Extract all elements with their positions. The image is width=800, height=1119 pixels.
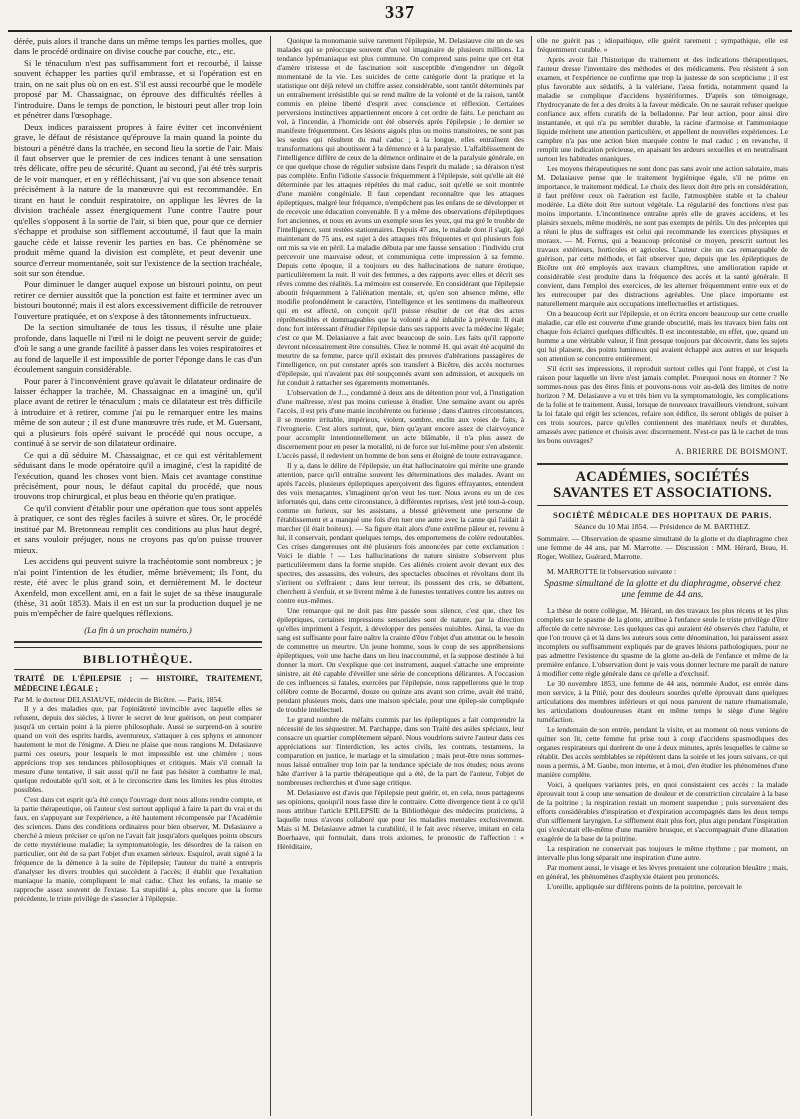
paragraph: Les accidens qui peuvent suivre la trachéotomie sont nombreux ; je n'ai point l'intention de les étudier, même brièvement; ils l'ont, du reste, été avec le plus grand soin, et dernièrement M. le docteur Axenfeld, mon excellent ami, en a fait le sujet de sa thèse inaugurale (thèse, 31 août 1853). Mais il en est un sur la production duquel je ne puis m'empêcher de faire quelques réflexions. xyxy=(14,556,262,619)
paragraph: L'oreille, appliquée sur différens points de la poitrine, percevait le xyxy=(547,882,742,892)
section-divider xyxy=(14,641,262,643)
section-divider-thin xyxy=(14,669,262,670)
paragraph: Le 30 novembre 1853, une femme de 44 ans, nommée Audot, est entrée dans mon service, à la Pitié, pour des douleurs sourdes qu'elle éprouvait dans quelques articulations des membres inférieurs et qui nous parurent de nature rhumatismale, les articulations douloureuses étant en même temps le siège d'une légère tuméfaction. xyxy=(537,679,788,725)
book-author: Par M. le docteur DELASIAUVE, médecin de Bicêtre. — Paris, 1854. xyxy=(14,694,223,704)
case-title: Spasme simultané de la glotte et du diaphragme, observé chez une femme de 44 ans. xyxy=(544,579,781,601)
continued-note: (La fin à un prochain numéro.) xyxy=(84,624,192,635)
paragraph: On a beaucoup écrit sur l'épilepsie, et on écrira encore beaucoup sur cette cruelle maladie, car elle est couverte d'une grande obscurité, mais les travaux bien faits ont chaque fois éclairci quelques difficultés. Il est incontestable, en effet, que, quand un homme a une véritable valeur, il finit presque toujours par découvrir, dans les sujets qui lui plaisent, des points lumineux qui avaient échappé aux autres et sur lesquels son attention se concentre entièrement. xyxy=(537,309,788,363)
paragraph: Les moyens thérapeutiques ne sont donc pas sans avoir une action salutaire, mais M. Delasiauve pense que le traitement hygiénique égale, s'il ne prime en importance, le traitement médical. Le choix des lieux doit être pris en considération, il faut préférer ceux où l'aération est facile, l'atmosphère stable et la chaleur modérée. La diète doit être surtout végétale. La régularité des fonctions n'est pas moins importante. L'incontinence entraîne après elle de graves accidens, et les plaisirs sexuels, même modérés, ne sont pas exempts de périls. Un des préceptes qui a réuni le plus de suffrages est celui qui recommande les exercices physiques et moraux. — M. Ferrus, qui a beaucoup préconisé ce moyen, prescrit surtout les travaux extérieurs, horticoles et agricoles. L'auteur cite un cas remarquable de guérison, par cette méthode, et fait observer que, depuis que les épileptiques de Bicêtre ont été employés aux travaux champêtres, une amélioration rapide et considérable s'est produite dans la fréquence des accès et la santé générale. Il convient, dans l'emploi des exercices, de les alterner fréquemment entre eux et de les entrecouper par des distractions agréables. Une place importante est naturellement marquée aux occupations intellectuelles et artistiques. xyxy=(537,164,788,308)
author-signature: A. BRIERRE DE BOISMONT. xyxy=(675,447,788,456)
section-divider-thin xyxy=(537,505,788,506)
paragraph: De la section simultanée de tous les tissus, il résulte une plaie profonde, dans laquelle ni l'œil ni le doigt ne peuvent servir de guide; d'où le sang a une grande facilité à passer dans les voies respiratoires et au fond de laquelle il est impossible de porter l'éponge dans le cas d'un écoulement sanguin considérable. xyxy=(14,322,262,375)
paragraph: Si le ténaculum n'est pas suffisamment fort et recourbé, il laisse souvent échapper les parties qu'il embrasse, et si l'opération est en train, on ne sait plus où on en est. S'il est aussi recourbé que le modèle proposé par M. Chassaignac, on éprouve des difficultés réelles à l'introduire. Dans le temps de ponction, le bistouri peut aller trop loin et pénétrer dans l'œsophage. xyxy=(14,57,262,121)
section-divider-thin xyxy=(14,647,262,648)
paragraph: La thèse de notre collègue, M. Hérard, un des travaux les plus récens et les plus complets sur le spasme de la glotte, attribue à l'enfance seule le triste privilège d'être affectée de cette névrose. Les quelques cas qui auraient été observés chez l'adulte, et que l'on trouve çà et là dans les auteurs sous cette dénomination, lui paraissent assez incomplets ou suffisamment expliqués par de graves lésions pathologiques, pour ne pas admettre l'existence du spasme de la glotte au-delà de l'enfance et même de la première enfance. L'observation dont je vais vous donner lecture me paraît de nature à modifier cette règle générale dans ce qu'elle a d'exclusif. xyxy=(537,606,788,679)
paragraph: Une remarque qui ne doit pas être passée sous silence, c'est que, chez les épileptiques, certaines impressions sensoriales sont de nature, par la direction qu'elles impriment à l'esprit, à développer des pensées nuisibles. Ainsi, la vue du sang est suffisante pour faire naître la crainte d'être l'objet d'un attentat ou le besoin de commettre un meurtre. Un jeune homme, sous le coup de ses appréhensions épileptiques, voit une hache dans un lieu inaccoutumé, et la suppose destinée à lui donner la mort. On s'explique que cet instrument, auquel s'attache une empreinte sinistre, ait été capable d'éveiller une série de conceptions délirantes. A l'occasion de ces influences si fatales, exercées par l'épilepsie, nous rappellerons que le trop célèbre comte de Bocarmé, douze ou quinze ans avant son crime, avait été traité, pendant plusieurs mois, dans une maison spéciale, pour une épilep-sie compliquée de trouble intellectuel. xyxy=(277,606,524,714)
top-rule xyxy=(8,30,792,32)
paragraph: La respiration ne conservait pas toujours le même rhythme ; par moment, un intervalle plus long séparait une inspiration d'une autre. xyxy=(537,844,788,863)
paragraph: Le lendemain de son entrée, pendant la visite, et au moment où nous venions de quitter son lit, cette femme fut prise tout à coup d'accidens spasmodiques des organes respirateurs qui durèrent de une à deux minutes, après lesquelles le calme se rétablit. Des accès semblables se répétèrent dans la soirée et les jours suivans, ce qui nous a permis, à M. Gaube, mon interne, et à moi, d'en étudier les phénomènes d'une manière complète. xyxy=(537,725,788,780)
paragraph: Par moment aussi, le visage et les lèvres prenaient une coloration bleuâtre ; mais, en général, les phénomènes d'asphyxie étaient peu prononcés. xyxy=(537,863,788,882)
paragraph: C'est dans cet esprit qu'a été conçu l'ouvrage dont nous allons rendre compte, et la partie thérapeutique, où l'auteur s'est surtout appliqué à faire la part du vrai et du faux, en s'appuyant sur l'expérience, a été hautement récompensée par l'Académie des sciences. Dans des conditions ordinaires pour bien observer, M. Delasiauve a cherché à mieux préciser ce qu'on ne l'avait fait jusqu'alors quelques points obscurs de cette mystérieuse maladie; la symptomatologie, les désordres de la raison en particulier, ont été de sa part l'objet d'un examen sérieux. Esquirol, avait signé à la fréquence de la démence à la suite de l'épilepsie; l'auteur du traité a entrepris d'analyser les divers troubles qui succèdent à l'accès; il établit que l'exaltation maniaque la manie, compliquent le mal caduc. Chez les enfans, la manie se rapproche assez souvent de l'extase. La stupidité a, plus encore que la forme précédente, le triste privilège de s'associer à l'épilepsie. xyxy=(14,794,262,903)
paragraph: Deux indices paraissent propres à faire éviter cet inconvénient grave, le défaut de résistance qu'éprouve la main quand la pointe du bistouri a pénétré dans la trachée, en second lieu la sortie de l'air. Mais il faut observer que le premier de ces indices tenant à une sensation très délicate, offre peu de sécurité. Quant au second, j'ai été très surpris de le voir manquer, et en y réfléchissant, j'ai vu que son absence tenait précisément à la nature de la manœuvre qui est recommandée. En tirant en haut le conduit respiratoire, on applique les lèvres de la division trachéale assez énergiquement l'une contre l'autre pour qu'elles s'opposent à la sortie de l'air, si bien que, pour que ce dernier s'échappe et produise son sifflement accoutumé, il faut que la main gauche cède et laisse revenir les parties en bas. Ce phénomène se produit même quand la division est complète, et peut devenir une source d'erreur momentanée, soit sur l'existence de la section trachéale, soit sur son étendue. xyxy=(14,121,262,278)
column-1 xyxy=(14,36,262,1116)
paragraph: Ce qu'il convient d'établir pour une opération que tous sont appelés à pratiquer, ce sont des règles faciles à suivre et sûres. Or, le procédé institué par M. Bretonneau remplit ces conditions au plus haut degré, et sans vouloir préjuger, nous ne croyons pas qu'on puisse trouver mieux. xyxy=(14,502,262,555)
paragraph: Le grand nombre de méfaits commis par les épileptiques a fait comprendre la nécessité de les séquestrer. M. Parchappe, dans son Traité des asiles spéciaux, leur consacre un quartier complètement séparé. Nous voudrions suivre l'auteur dans ces appréciations sur l'interdiction, les actes civils, les contrats, testamens, la comparution en justice, le mariage et la simulation ; mais peut-être nous sommes-nous laissé entraîner trop loin par la tendance spéciale de nos études; nous avons hâte d'arriver à la partie thérapeutique qui a été, de la part de l'auteur, l'objet de nombreuses recherches et d'une sage critique. xyxy=(277,715,524,787)
paragraph: Pour parer à l'inconvénient grave qu'avait le dilatateur ordinaire de laisser échapper la trachée, M. Chassaignac en a imaginé un, qu'il place avant de retirer le ténaculum ; mais ce dilatateur est très difficile à introduire et à retirer, comme j'ai pu le remarquer entre les mains même de son auteur ; il est d'une manœuvre très rude, et M. Guersant, qui a plusieurs fois opéré suivant le procédé qui nous occupe, a continué à se servir de son dilatateur ordinaire. xyxy=(14,375,262,449)
column-rule-2 xyxy=(531,36,532,1116)
paragraph: L'observation de J..., condamné à deux ans de détention pour vol, à l'instigation d'une maîtresse, n'est pas moins curieuse à étudier. Une semaine avant ou après l'accès, il est pris d'une manie incohérente ou furieuse ; dans d'autres circonstances, il se montre irritable, impérieux, violent, sombre, enclin aux voies de faits, à l'ivrognerie. C'est alors surtout, que, bien qu'ayant encore assez de clairvoyance pour accomplir intentionnellement un acte blâmable, il n'a plus assez de discernement pour en peser la moralité, ni de force sur lui-même pour s'en abstenir. L'accès passé, il redevient un homme de bon sens et éloigné de toute extravagance. xyxy=(277,388,524,460)
reader-line: M. MARROTTE lit l'observation suivante : xyxy=(547,567,677,577)
page-number: 337 xyxy=(385,2,415,22)
section-divider xyxy=(537,463,788,465)
paragraph: Il y a des maladies que, par l'opiniâtreté invincible avec laquelle elles se refusent, depuis des siècles, à livrer le secret de leur guérison, on peut comparer jusqu'à un certain point à la pierre philosophale. Aussi se surprend-on à sourire quand on voit des esprits hardis, aventureux, s'attaquer à ces sphynx et annoncer hautement le mot de l'énigme. A Dieu ne plaise que nous rangions M. Delasiauve parmi ces oseurs, pour lesquels le mot impossible est une chimère ; nous apprécions trop ses tendances philosophiques et critiques. Mais s'il connaît la mesure d'une tentative, il sait aussi qu'il ne faut pas hésiter à combattre le mal, quelque redoutable qu'il soit, et à le circonscrire dans les limites les plus étroites possibles. xyxy=(14,703,262,794)
meeting-line: Séance du 10 Mai 1854. — Présidence de M. BARTHEZ. xyxy=(574,521,751,531)
paragraph: Voici, à quelques variantes près, en quoi consistaient ces accès : la malade éprouvait tout à coup une sensation de douleur et de constriction circulaire à la base de la poitrine ; la respiration restait un moment suspendue ; puis survenaient des efforts considérables d'inspiration et d'expiration accompagnés dans les deux temps d'un sifflement laryngien. Le sifflement était plus fort, plus aigu pendant l'inspiration qui s'exécutait elle-même d'une manière brusque, et s'accompagnait d'une dilatation exagérée de la base de la poitrine. xyxy=(537,780,788,844)
paragraph: dérée, puis alors il tranche dans un même temps les parties molles, que dans le procédé ordinaire on divise couche par couche, etc., etc. xyxy=(14,36,262,57)
book-title: TRAITÉ DE L'ÉPILEPSIE ; — HISTOIRE, TRAITEMENT, MÉDECINE LÉGALE ; xyxy=(14,673,262,694)
column-2 xyxy=(277,36,524,1116)
paragraph: Ce qui a dû séduire M. Chassaignac, et ce qui est véritablement séduisant dans le mode opératoire qu'il a imaginé, c'est la rapidité de l'exécution, quand les choses vont bien. Mais cet avantage constitue précisément, pour nous, le défaut capital du procédé, que nous trouvons trop chirurgical, et plus beau en théorie qu'en pratique. xyxy=(14,449,262,502)
column-rule-1 xyxy=(270,36,271,1116)
sommaire: Sommaire. — Observation de spasme simultané de la glotte et du diaphragme chez une femme de 44 ans, par M. Marrotte. — Discussion : MM. Hérard, Beau, H. Roger, Wolliez, Guérard, Marrotte. xyxy=(537,534,788,562)
paragraph: S'il écrit ses impressions, il reproduit surtout celles qui l'ont frappé, et c'est la raison pour laquelle un livre n'est jamais complet. Pourquoi nous en étonner ? Ne sommes-nous pas des êtres finis et pouvons-nous voir au-delà des limites de notre horizon ? M. Delasiauve a vu et très bien vu la symptomatologie, les complications de la folie et le traitement. Aussi, lorsque de nouveaux travailleurs viendront, suivant la loi fatale qui régit les sciences, refaire son édifice, ils seront obligés de puiser à ces trois sources, parce qu'elles contiennent des matériaux neufs et durables, amassés avec patience et choisis avec discernement. N'est-ce pas là le cachet de tous les bons ouvrages? xyxy=(537,364,788,445)
paragraph: Après avoir fait l'historique du traitement et des indications thérapeutiques, l'auteur dresse l'inventaire des méthodes et des médicamens. Peu résistent à son examen, et l'expérience ne confirme que trop la justesse de son scepticisme ; il est plus favorable aux sédatifs, à la valériane, l'assa fœtida, notamment quand la maladie se complique d'accidens hystériformes. D'après son témoignage, l'hydrocyanate de fer a des droits à la faveur médicale. On ne saurait refuser quelque confiance aux effets curatifs de la belladonne. Par leur action, pour ainsi dire instantanée, et qui n'a pu sembler durable, la racine d'armoise et l'ammoniaque liquide méritent une attention particulière, et appellent de nouvelles expériences. Le camphre n'a pas une action bien marquée contre le mal caduc ; en revanche, il remplit une indication précieuse, en apaisant les ardeurs sexuelles et en neutralisant surtout les habitudes onaniques. xyxy=(537,55,788,163)
column-3 xyxy=(537,36,788,1116)
society-heading: SOCIÉTÉ MÉDICALE DES HOPITAUX DE PARIS. xyxy=(552,510,773,521)
paragraph: Quoique la monomanie suive rarement l'épilepsie, M. Delasiauve cite un de ses malades qui se préoccupe souvent d'un vol imaginaire de plusieurs millions. La tendance lypémaniaque est plus commune. On comprend sans peine que cet état d'amère tristesse et de fascination soit susceptible d'engendrer un dégoût momentané de la vie. Les suicides de cette catégorie dont la pratique et la statistique ont déjà relevé un chiffre assez considérable, sont tantôt déterminés par un entraînement irrésistible qui se rend maître de la volonté et de la raison, tantôt commis en pleine liberté d'esprit avec conscience et réflexion. Certaines perversions instinctives appartiennent encore à cet ordre de faits. Le penchant au vol, à l'incendie, à l'homicide ont été observés après l'épilepsie ; le dernier se manifeste fréquemment. Ces lésions aiguës plus ou moins transitoires, ne sont pas les seules qui résultent du mal caduc ; à la longue, elles entraînent des transformations qui aboutissent à la démence et à la paralysie. L'affaiblissement de l'intelligence diffère de ceux de la démence ordinaire et de la paralysie générale, en ce que quelque chose de régulier subsiste dans l'esprit du malade ; sa déraison n'est pas complète. Enfin l'idiotie s'associe fréquemment à l'épilepsie, soit qu'elle ait été déterminée par les attaques répétées du mal caduc, soit qu'elle se soit montrée d'une manière congéniale. Il faut cependant reconnaître que les attaques épileptiques, malgré leur fréquence, n'empêchent pas les enfans de se développer et de recevoir une éducation convenable. Il y a même des observations d'épileptiques fort anciennes, et nous en avons un exemple sous les yeux, qui ma gré le trouble de l'intelligence, sont restées stationnaires. Depuis 47 ans, le malade dont il s'agit, âgé maintenant de 75 ans, est sujet à des attaques très fréquentes et qui plusieurs fois ont mis sa vie en péril. La maladie débuta par une fausse sensation : l'individu crut percevoir une mauvaise odeur, et communiqua cette impression à sa femme. Depuis cette époque, il a toujours eu des hallucinations de nature érotique, particulièrement la nuit. Il voit des femmes, a des rapports avec elles et décrit ses rêves comme des réalités. La mémoire est conservée. En considérant que l'épilepsie aboutit fréquemment à l'aliénation mentale, et, qu'en son absence même, elle modifie profondément le caractère, l'intelligence et les sentimens du malheureux qui en est affecté, on conçoit qu'il puisse résulter de cet état des actes répréhensibles et dommageables que la volonté a été inhabile à prévenir. Il était donc fort intéressant d'étudier l'épilepsie dans ses rapports avec la médecine légale; c'est ce que M. Delasiauve a fait avec beaucoup de soin. Les faits qu'il rapporte devront nécessairement être consultés. Chez le nommé H. qui avait été acquitté du meurtre de sa femme, parce qu'il existait des preuves d'altérations passagères de l'intelligence, on put constater après son transfert à Bicêtre, des accès nocturnes d'épilepsie, qui n'avaient pas été soupçonnés avant son admission, et auxquels on fut conduit à rattacher ses égarements momentanés. xyxy=(277,36,524,387)
paragraph: Il y a, dans le délire de l'épilepsie, un état hallucinatoire qui mérite une grande attention, parce qu'il entraîne souvent les déterminations des malades. Avant ou après l'accès, plusieurs épileptiques aperçoivent des figures effrayantes, entendent des voix menaçantes, s'imaginent qu'on veut les tuer. Nous avons eu un de ces infortunés qui, dans cette circonstance, à différentes reprises, s'est jeté tout-à-coup, comme un furieux, sur les assistans, a blessé grièvement une personne de l'établissement et a manqué une fois d'en tuer une autre avec la canne qui l'aidait à marcher (il était boiteux). — Sa figure était alors d'une extrême pâleur et, revenu à lui, il conservait, pendant quelques temps, des emportemens de colère redoutables. Ces crises dangereuses ont été plusieurs fois annoncées par cette exclamation : Voici le diable ! — Les hallucinations de nature sinistre s'observent plus particulièrement dans la forme stupide. Ces aliénés croient avoir devant eux des spectres, des assassins, des voleurs, des spectacles obscènes et révoltans dont ils s'irritent ou s'effraient ; dans leur terreur, ils poussent des cris, se débattent, cherchent à s'enfuir, et se livrent même à de funestes tentatives contre les autres ou contre eux-mêmes. xyxy=(277,461,524,605)
paragraph: elle ne guérit pas ; idiopathique, elle guérit rarement ; sympathique, elle est fréquemment curable. » xyxy=(537,36,788,54)
paragraph: M. Delasiauve est d'avis que l'épilepsie peut guérir, et, en cela, nous partageons ses opinions, quoiqu'il nous fasse dire le contraire. Cette divergence tient à ce qu'il nous attribue l'article EPILEPSIE de la Bibliothèque des médecins praticiens, à laquelle nous n'avons collaboré que pour les maladies mentales exclusivement. Mais si M. Delasiauve admet la curabilité, il le fait avec réserve, imitant en cela Boerhaave, qui formulait, dans trois axiomes, le pronostic de l'affection : « Héréditaire, xyxy=(277,788,524,851)
section-title-bibliotheque: BIBLIOTHÈQUE. xyxy=(82,652,194,667)
paragraph: Pour diminuer le danger auquel expose un bistouri pointu, on peut retirer ce dernier aussitôt que la ponction est faite et terminer avec un bistouri boutonné; mais il est alors excessivement difficile de retrouver l'ouverture pratiquée, et on s'expose à des tâtonnements infructueux. xyxy=(14,279,262,321)
section-title-academies: ACADÉMIES, SOCIÉTÉS SAVANTES ET ASSOCIATIONS. xyxy=(553,469,772,502)
